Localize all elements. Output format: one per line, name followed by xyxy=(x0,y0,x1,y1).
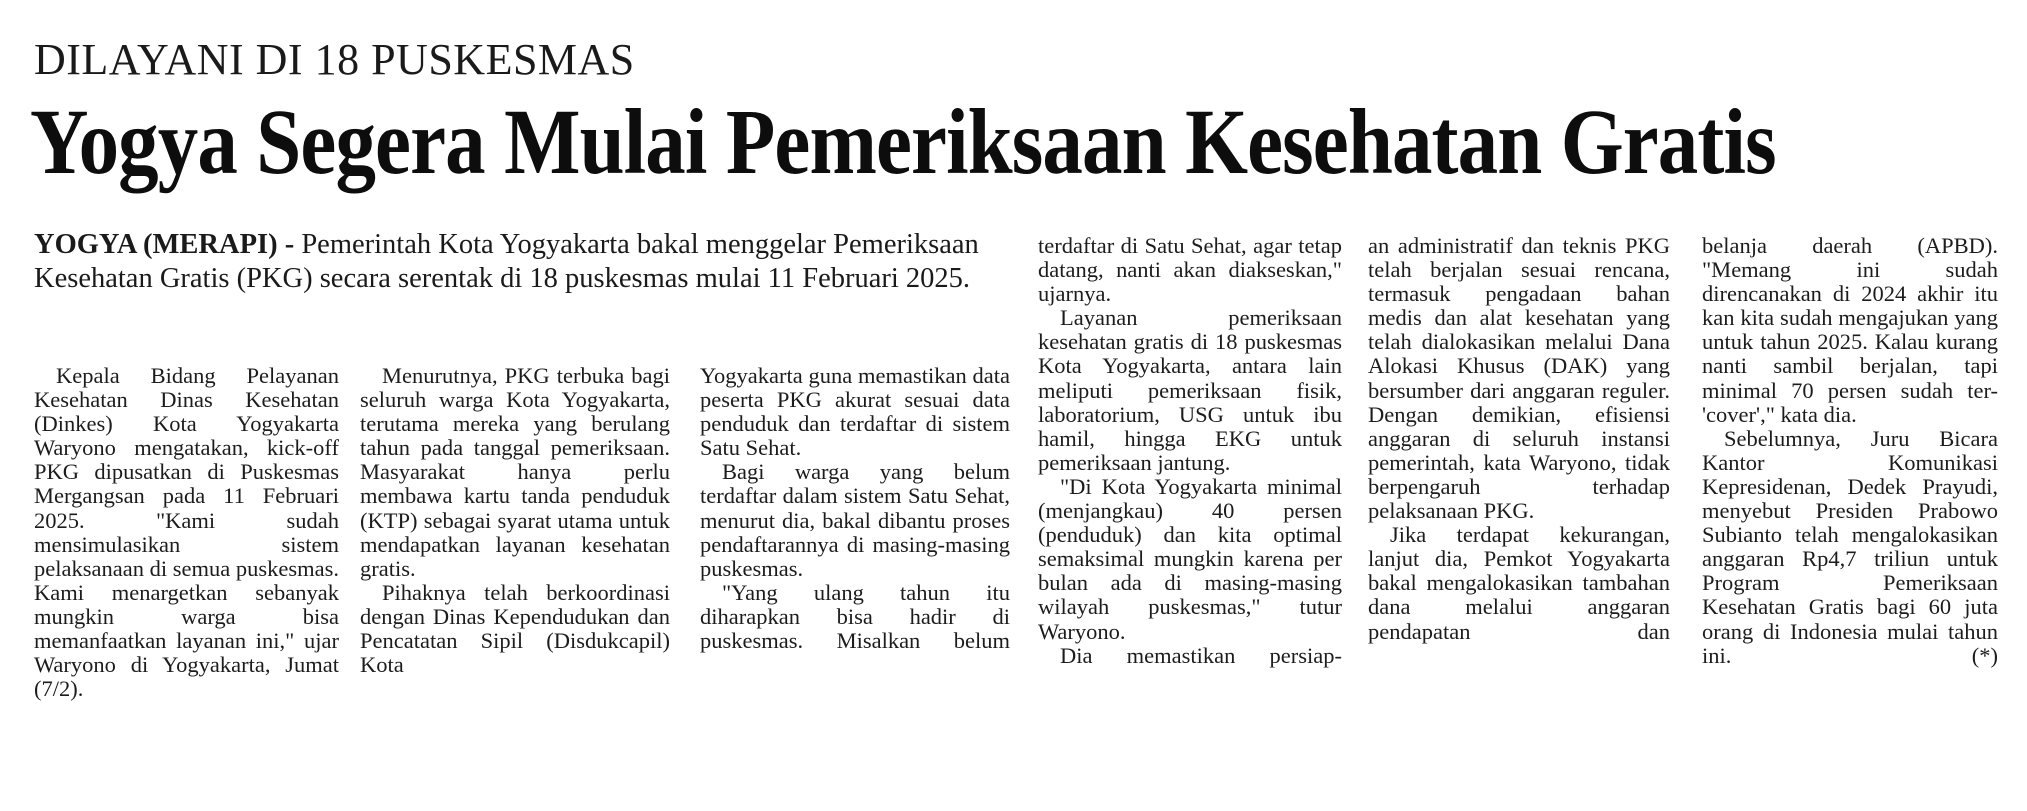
paragraph: Bagi warga yang belum terdaftar dalam sistem Satu Sehat, menurut dia, bakal dibantu proses pendaftarannya di masing-masing puskesmas. xyxy=(700,459,1010,581)
paragraph-text: Sebelumnya, Juru Bicara Kantor Komunikasi Kepresidenan, Dedek Prayudi, menyebut Presiden Prabowo Subianto telah mengalokasikan anggaran Rp4,7 triliun untuk Program Pemeriksaan Kesehatan Gratis bagi 60 juta orang di Indonesia mulai tahun ini. xyxy=(1702,425,1998,668)
kicker: DILAYANI DI 18 PUSKESMAS xyxy=(34,35,635,84)
column-2 xyxy=(360,364,670,677)
column-3 xyxy=(700,364,1010,653)
paragraph: Menurutnya, PKG terbuka bagi seluruh warga Kota Yogyakarta, terutama mereka yang berulang tahun pada tanggal pemeriksaan. Masyarakat hanya perlu membawa kartu tanda penduduk (KTP) sebagai syarat utama untuk mendapatkan layanan kesehatan gratis. xyxy=(360,363,670,581)
column-6 xyxy=(1702,234,1998,668)
column-4 xyxy=(1038,234,1342,668)
paragraph: Kepala Bidang Pelayanan Kesehatan Dinas Kesehatan (Dinkes) Kota Yogyakarta Waryono mengatakan, kick-off PKG dipusatkan di Puskesmas Mergangsan pada 11 Februari 2025. "Kami sudah mensimulasikan sistem pelaksanaan di semua puskesmas. Kami menargetkan sebanyak mungkin warga bisa memanfaatkan layanan ini," ujar Waryono di Yogyakarta, Jumat (7/2). xyxy=(34,363,339,702)
column-5 xyxy=(1368,234,1670,644)
paragraph: Pihaknya telah berkoordinasi dengan Dinas Kependudukan dan Pencatatan Sipil (Disdukcapil) Kota xyxy=(360,579,670,678)
paragraph xyxy=(1702,427,1998,668)
paragraph: terdaftar di Satu Sehat, agar tetap datang, nanti akan diakseskan," ujarnya. xyxy=(1038,233,1342,307)
signoff: (*) xyxy=(1971,642,1998,668)
column-1 xyxy=(34,364,339,701)
dateline: YOGYA (MERAPI) - xyxy=(34,229,295,260)
paragraph: Yogyakarta guna memastikan data peserta PKG akurat sesuai data penduduk dan terdaftar di sistem Satu Sehat. xyxy=(700,363,1010,461)
lead-paragraph xyxy=(34,228,1010,296)
paragraph: Dia memastikan persiap- xyxy=(1060,642,1342,668)
lead-text: Pemerintah Kota Yogyakarta bakal menggelar Pemeriksaan Kesehatan Gratis (PKG) secara serentak di 18 puskesmas mulai 11 Februari 2025. xyxy=(34,229,979,294)
paragraph: "Di Kota Yogyakarta minimal (menjangkau) 40 persen (penduduk) dan kita optimal semaksimal mungkin karena per bulan ada di masing-masing wilayah puskesmas," tutur Waryono. xyxy=(1038,473,1342,644)
paragraph: an administratif dan teknis PKG telah berjalan sesuai rencana, termasuk pengadaan bahan medis dan alat kesehatan yang telah dialokasikan melalui Dana Alokasi Khusus (DAK) yang bersumber dari anggaran reguler. Dengan demikian, efisiensi anggaran di seluruh instansi pemerintah, kata Waryono, tidak berpengaruh terhadap pelaksanaan PKG. xyxy=(1368,233,1670,524)
paragraph: Layanan pemeriksaan kesehatan gratis di 18 puskesmas Kota Yogyakarta, antara lain meliputi pemeriksaan fisik, laboratorium, USG untuk ibu hamil, hingga EKG untuk pemeriksaan jantung. xyxy=(1038,305,1342,475)
headline: Yogya Segera Mulai Pemeriksaan Kesehatan Gratis xyxy=(30,91,1776,194)
paragraph: "Yang ulang tahun itu diharapkan bisa hadir di puskesmas. Misalkan belum xyxy=(700,579,1010,654)
paragraph: Jika terdapat kekurangan, lanjut dia, Pemkot Yogyakarta bakal mengalokasikan tambahan dana melalui anggaran pendapatan dan xyxy=(1368,522,1670,644)
paragraph: belanja daerah (APBD). "Memang ini sudah direncanakan di 2024 akhir itu kan kita sudah mengajukan yang untuk tahun 2025. Kalau kurang nanti sambil berjalan, tapi minimal 70 persen sudah ter-'cover'," kata dia. xyxy=(1702,233,1998,427)
